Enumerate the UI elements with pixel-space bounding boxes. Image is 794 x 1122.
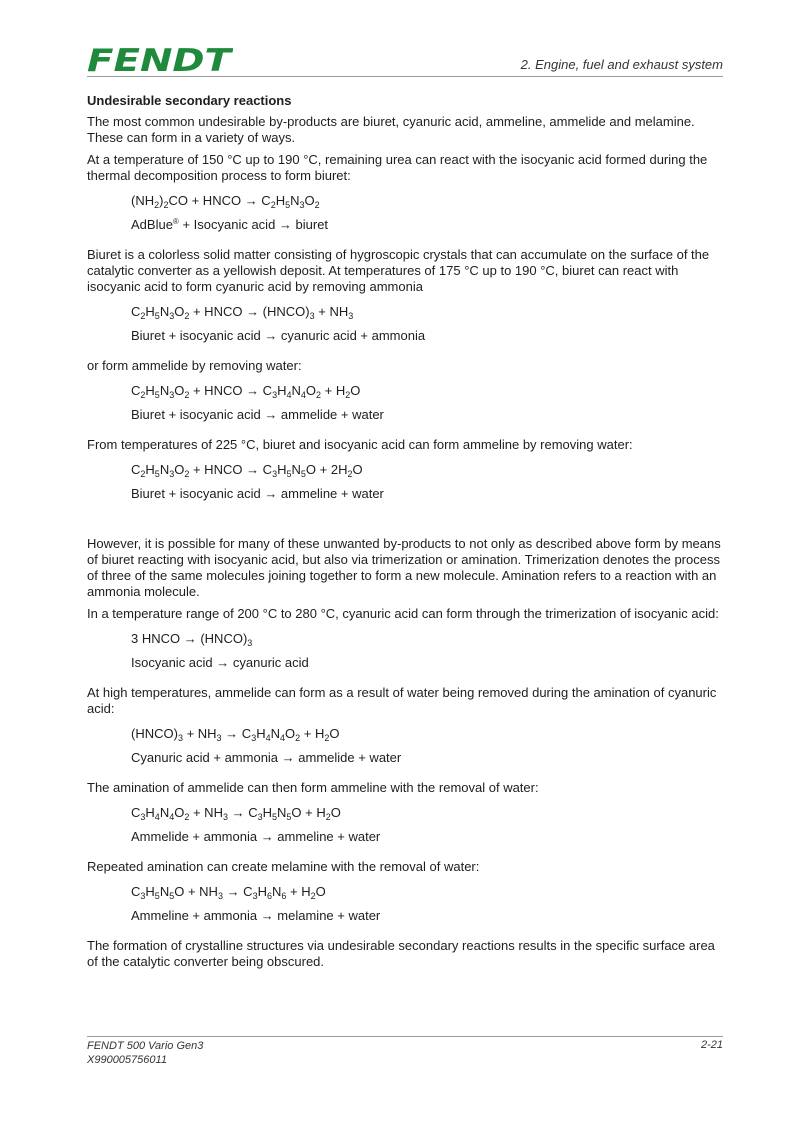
footer-model: FENDT 500 Vario Gen3 — [87, 1040, 204, 1052]
header-divider — [87, 76, 723, 77]
reaction-block — [131, 462, 723, 502]
fendt-logo — [87, 44, 233, 74]
svg-text:FENDT: FENDT — [87, 44, 233, 74]
paragraph: At a temperature of 150 °C up to 190 °C, remaining urea can react with the isocyanic acid formed during the thermal decomposition process to form biuret: — [87, 152, 708, 183]
word-equation: Cyanuric acid + ammonia → ammelide + water — [131, 750, 402, 765]
paragraph: or form ammelide by removing water: — [87, 358, 302, 373]
chemical-equation: $C_2H_5N_3O_2$ + HNCO → $C_3H_5N_5O + 2H_2O$ — [131, 462, 363, 479]
footer-info — [87, 1039, 203, 1067]
spacer — [87, 516, 723, 536]
reaction-block — [131, 631, 723, 671]
chemical-equation: $C_2H_5N_3O_2$ + HNCO → $C_3H_4N_4O_2 + H_2O$ — [131, 383, 361, 400]
section-heading: Undesirable secondary reactions — [87, 93, 292, 108]
word-equation: Ammelide + ammonia → ammeline + water — [131, 829, 381, 844]
reaction-block — [131, 805, 723, 845]
reaction-block — [131, 726, 723, 766]
word-equation: AdBlue® + Isocyanic acid → biuret — [131, 217, 329, 232]
footer-divider — [87, 1036, 723, 1037]
paragraph: However, it is possible for many of these unwanted by-products to not only as described above form by means of biuret reacting with isocyanic acid, but also via trimerization or amination. Trimerization denotes the process of three of the same molecules joining together to form a new molecule. Amination refers to a reaction with an ammonia molecule. — [87, 536, 721, 599]
word-equation: Biuret + isocyanic acid → ammelide + water — [131, 407, 384, 422]
word-equation: Biuret + isocyanic acid → ammeline + water — [131, 486, 384, 501]
chemical-equation: $C_3H_5N_5O + NH_3 \to C_3H_6N_6 + H_2O$ — [131, 884, 326, 901]
section-title: 2. Engine, fuel and exhaust system — [520, 57, 723, 72]
reaction-block — [131, 884, 723, 924]
word-equation: Biuret + isocyanic acid → cyanuric acid + ammonia — [131, 328, 426, 343]
chemical-equation: 3 HNCO → $(HNCO)_3$ — [131, 631, 253, 648]
paragraph: Repeated amination can create melamine with the removal of water: — [87, 859, 480, 874]
paragraph: Biuret is a colorless solid matter consisting of hygroscopic crystals that can accumulate on the surface of the catalytic converter as a yellowish deposit. At temperatures of 175 °C up to 190 °C, biuret can react with isocyanic acid to form cyanuric acid by removing ammonia — [87, 247, 710, 294]
paragraph: The amination of ammelide can then form ammeline with the removal of water: — [87, 780, 539, 795]
reaction-block — [131, 383, 723, 423]
page-number: 2-21 — [700, 1039, 723, 1051]
paragraph: At high temperatures, ammelide can form as a result of water being removed during the amination of cyanuric acid: — [87, 685, 717, 716]
chemical-equation: $(HNCO)_3 + NH_3 \to C_3H_4N_4O_2 + H_2O$ — [131, 726, 340, 743]
chemical-equation: $(NH_2)_2CO$ + HNCO → $C_2H_5N_3O_2$ — [131, 193, 320, 210]
page-body — [87, 93, 723, 976]
word-equation: Isocyanic acid → cyanuric acid — [131, 655, 309, 670]
paragraph: In a temperature range of 200 °C to 280 °C, cyanuric acid can form through the trimerization of isocyanic acid: — [87, 606, 719, 621]
paragraph: The formation of crystalline structures via undesirable secondary reactions results in the specific surface area of the catalytic converter being obscured. — [87, 938, 715, 969]
word-equation: Ammeline + ammonia → melamine + water — [131, 908, 381, 923]
chemical-equation: $C_3H_4N_4O_2 + NH_3 \to C_3H_5N_5O + H_2O$ — [131, 805, 341, 822]
chemical-equation: $C_2H_5N_3O_2$ + HNCO → $(HNCO)_3 + NH_3$ — [131, 304, 354, 321]
footer-doc-number: X990005756011 — [87, 1054, 167, 1066]
reaction-block — [131, 193, 723, 233]
paragraph: The most common undesirable by-products are biuret, cyanuric acid, ammeline, ammelide and melamine. These can form in a variety of ways. — [87, 114, 695, 145]
paragraph: From temperatures of 225 °C, biuret and isocyanic acid can form ammeline by removing water: — [87, 437, 633, 452]
reaction-block — [131, 304, 723, 344]
